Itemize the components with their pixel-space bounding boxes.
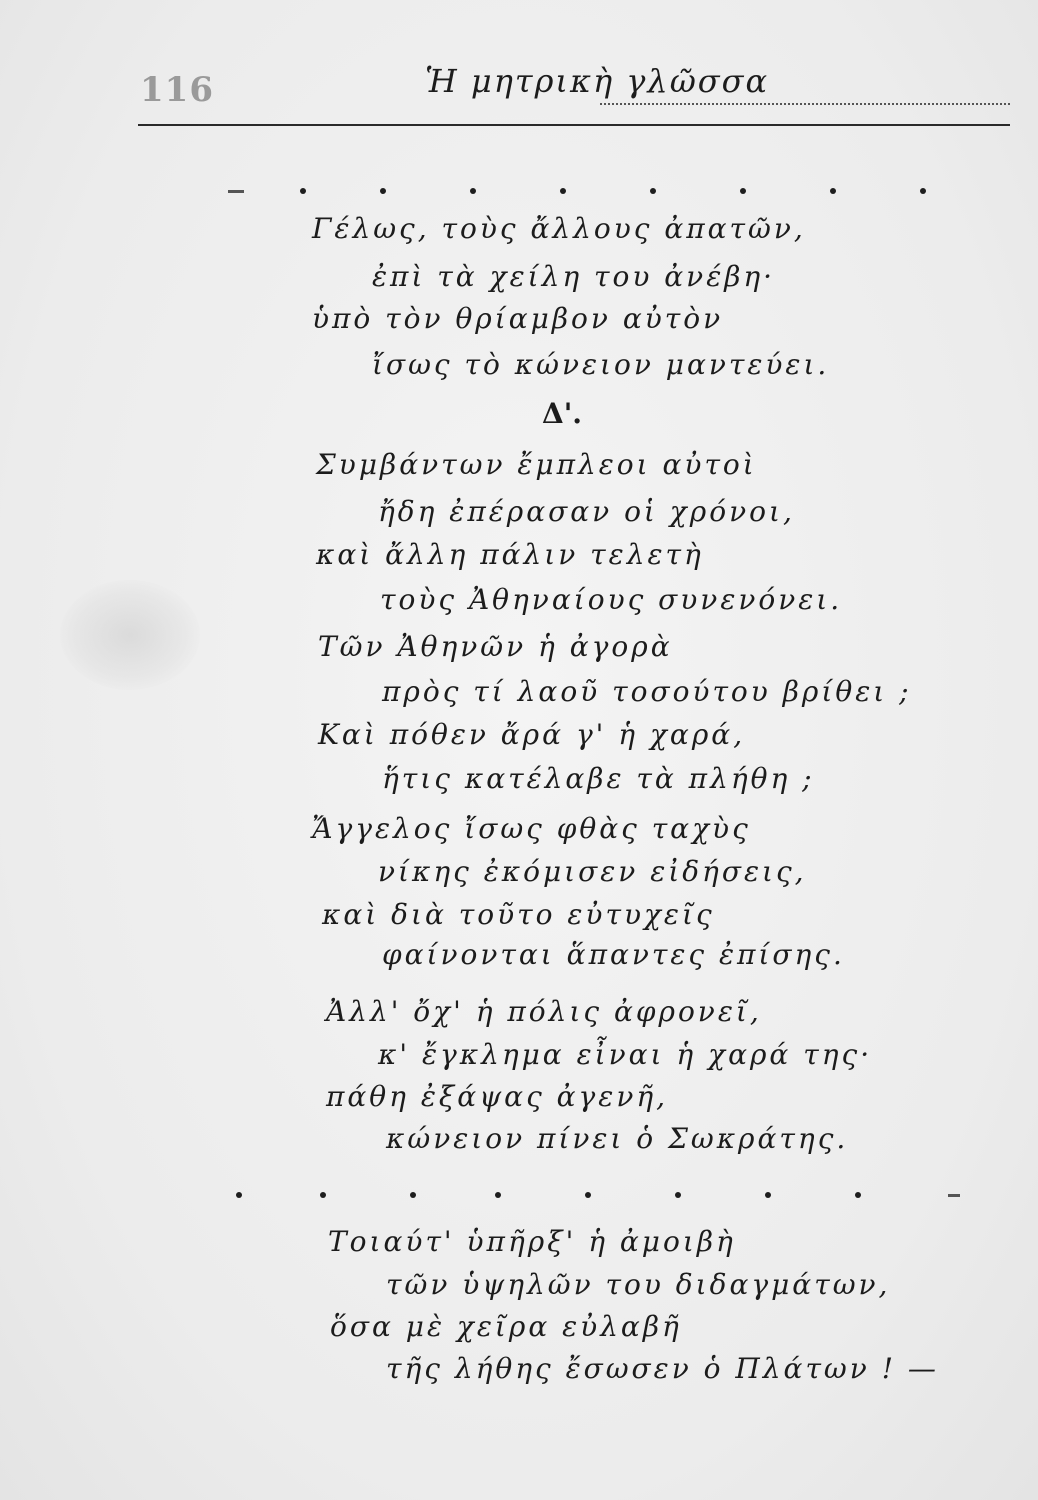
ellipsis-dot (855, 1192, 861, 1198)
verse-line: πάθη ἐξάψας ἀγενῆ, (326, 1080, 669, 1113)
page-number: 116 (140, 70, 214, 110)
verse-line: πρὸς τί λαοῦ τοσούτου βρίθει ; (382, 675, 912, 708)
section-mark: Δ'. (542, 397, 583, 430)
verse-line: Ἀλλ' ὄχ' ἡ πόλις ἀφρονεῖ, (326, 995, 762, 1028)
verse-line: κ' ἔγκλημα εἶναι ἡ χαρά της· (378, 1038, 873, 1071)
verse-line: Ἄγγελος ἴσως φθὰς ταχὺς (312, 812, 751, 845)
ellipsis-dot (765, 1192, 771, 1198)
ellipsis-dot (410, 1192, 416, 1198)
running-title: Ἡ μητρικὴ γλῶσσα (425, 62, 770, 100)
verse-line: Συμβάντων ἔμπλεοι αὐτοὶ (316, 448, 757, 481)
verse-line: καὶ διὰ τοῦτο εὐτυχεῖς (322, 898, 715, 931)
verse-line: Τῶν Ἀθηνῶν ἡ ἀγορὰ (318, 630, 673, 663)
ellipsis-dot (920, 188, 926, 194)
verse-line: ἥτις κατέλαβε τὰ πλήθη ; (382, 762, 815, 795)
ellipsis-dot (320, 1192, 326, 1198)
verse-line: Τοιαύτ' ὑπῆρξ' ἡ ἀμοιβὴ (328, 1225, 736, 1258)
dash-mark (228, 190, 244, 193)
ellipsis-dot (650, 188, 656, 194)
verse-line: ἤδη ἐπέρασαν οἱ χρόνοι, (378, 495, 795, 528)
ellipsis-dot (585, 1192, 591, 1198)
header-dotted-rule (600, 103, 1010, 105)
verse-line: τῆς λήθης ἔσωσεν ὁ Πλάτων ! — (386, 1352, 939, 1385)
verse-line: ἴσως τὸ κώνειον μαντεύει. (372, 348, 830, 381)
dash-mark (948, 1194, 960, 1197)
ellipsis-dot (470, 188, 476, 194)
ellipsis-dot (740, 188, 746, 194)
verse-line: τῶν ὑψηλῶν του διδαγμάτων, (386, 1268, 891, 1301)
ellipsis-row-bottom (0, 1192, 1038, 1212)
ellipsis-dot (560, 188, 566, 194)
verse-line: ὑπὸ τὸν θρίαμβον αὐτὸν (312, 302, 724, 335)
verse-line: φαίνονται ἅπαντες ἐπίσης. (382, 938, 845, 971)
verse-line: ὅσα μὲ χεῖρα εὐλαβῆ (330, 1310, 682, 1343)
paper-stain (60, 580, 200, 690)
ellipsis-dot (830, 188, 836, 194)
ellipsis-dot (236, 1192, 242, 1198)
header-rule (138, 124, 1010, 126)
verse-line: καὶ ἄλλη πάλιν τελετὴ (316, 538, 704, 571)
verse-line: νίκης ἐκόμισεν εἰδήσεις, (378, 855, 807, 888)
verse-line: Καὶ πόθεν ἄρά γ' ἡ χαρά, (318, 718, 746, 751)
verse-line: κώνειον πίνει ὁ Σωκράτης. (386, 1122, 849, 1155)
ellipsis-row-top (0, 188, 1038, 208)
verse-line: ἐπὶ τὰ χείλη του ἀνέβη· (372, 260, 776, 293)
ellipsis-dot (675, 1192, 681, 1198)
verse-line: τοὺς Ἀθηναίους συνενόνει. (380, 583, 843, 616)
ellipsis-dot (300, 188, 306, 194)
verse-line: Γέλως, τοὺς ἄλλους ἀπατῶν, (312, 212, 806, 245)
ellipsis-dot (380, 188, 386, 194)
ellipsis-dot (495, 1192, 501, 1198)
